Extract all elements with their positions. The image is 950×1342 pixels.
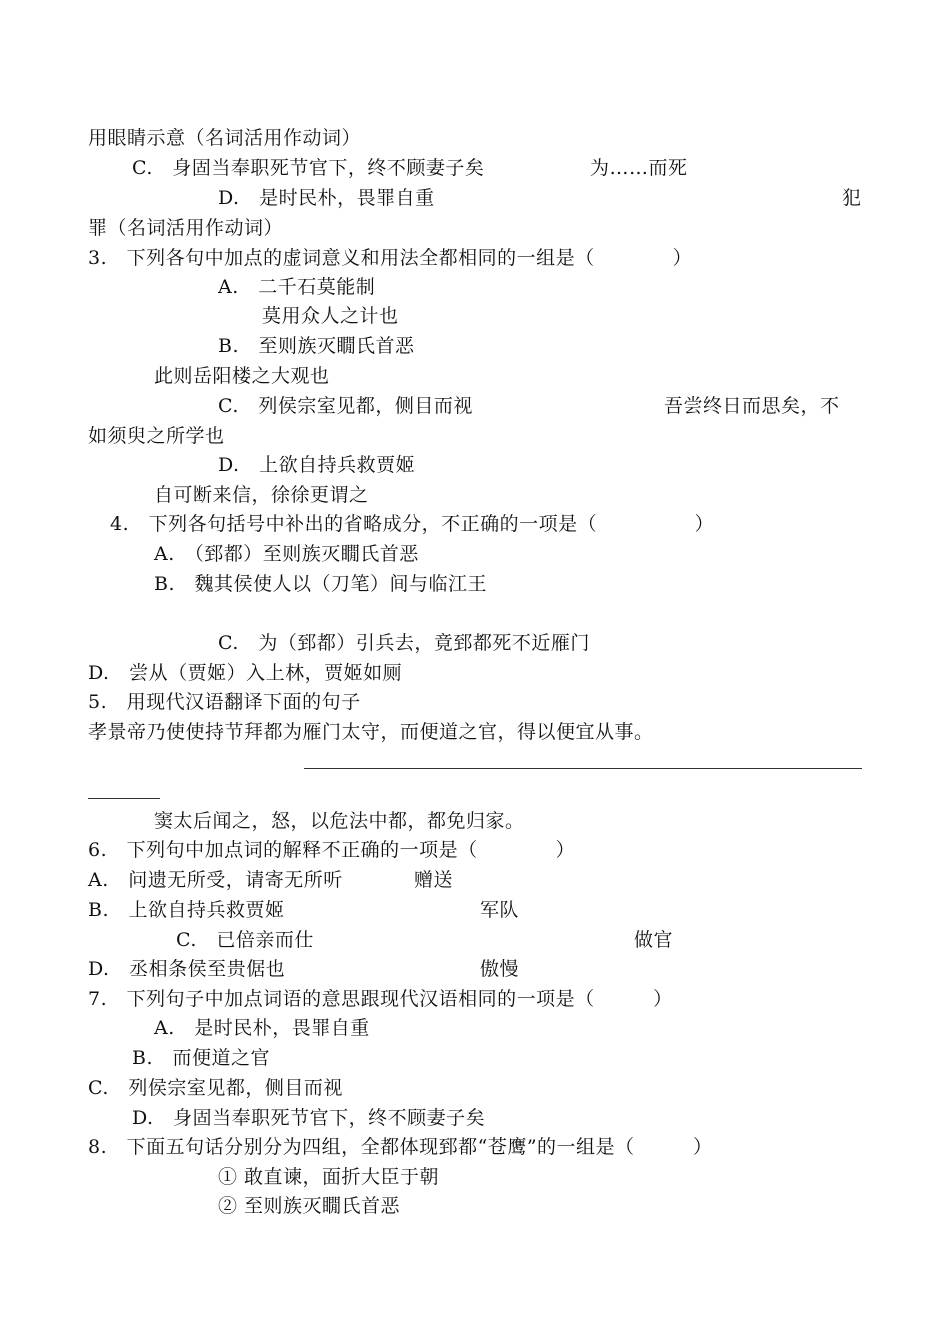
option-a-line: A. （郅都）至则族灭瞯氏首恶	[154, 543, 419, 565]
option-b-line: B. 而便道之官	[132, 1047, 271, 1069]
statement-1: ① 敢直谏，面折大臣于朝	[218, 1166, 440, 1188]
option-c-line: C. 为（郅都）引兵去，竟郅都死不近雁门	[218, 632, 590, 654]
text-line: 自可断来信，徐徐更谓之	[154, 484, 369, 506]
option-c-line: C. 身固当奉职死节官下，终不顾妻子矣	[132, 157, 485, 179]
gloss-text: 犯	[842, 187, 862, 209]
option-b-line: B. 魏其侯使人以（刀笔）间与临江王	[154, 573, 488, 595]
option-c-line: C. 列侯宗室见都，侧目而视	[88, 1077, 343, 1099]
answer-line	[304, 768, 862, 769]
gloss-text: 做官	[634, 929, 674, 951]
option-d-line: D. 身固当奉职死节官下，终不顾妻子矣	[132, 1107, 486, 1129]
text-line: 如须臾之所学也	[88, 425, 225, 447]
text-line: 用眼睛示意（名词活用作动词）	[88, 127, 362, 149]
option-c-line: C. 已倍亲而仕	[176, 929, 314, 951]
question-4: 4. 下列各句括号中补出的省略成分，不正确的一项是（ ）	[110, 513, 715, 535]
option-a-line: A. 是时民朴，畏罪自重	[154, 1017, 370, 1039]
option-b-line: B. 至则族灭瞯氏首恶	[218, 335, 415, 357]
question-6: 6. 下列句中加点词的解释不正确的一项是（ ）	[88, 839, 576, 861]
option-b-line: B. 上欲自持兵救贾姬	[88, 899, 285, 921]
text-line: 此则岳阳楼之大观也	[154, 365, 330, 387]
sentence-to-translate: 孝景帝乃使使持节拜都为雁门太守，而便道之官，得以便宜从事。	[88, 721, 654, 743]
text-line: 莫用众人之计也	[262, 305, 399, 327]
sentence-to-translate: 窦太后闻之，怒，以危法中都，都免归家。	[154, 810, 525, 832]
option-d-line: D. 丞相条侯至贵倨也	[88, 958, 286, 980]
answer-line	[88, 798, 160, 799]
question-8: 8. 下面五句话分别分为四组，全都体现郅都“苍鹰”的一组是（ ）	[88, 1136, 713, 1158]
option-d-line: D. 上欲自持兵救贾姬	[218, 454, 416, 476]
option-c-line: C. 列侯宗室见都，侧目而视	[218, 395, 473, 417]
text-line: 吾尝终日而思矣，不	[664, 395, 840, 417]
option-a-line: A. 问遗无所受，请寄无所听	[88, 869, 343, 891]
option-d-line: D. 尝从（贾姬）入上林，贾姬如厕	[88, 662, 403, 684]
gloss-text: 傲慢	[480, 958, 520, 980]
question-5: 5. 用现代汉语翻译下面的句子	[88, 691, 361, 713]
option-a-line: A. 二千石莫能制	[218, 276, 376, 298]
question-7: 7. 下列句子中加点词语的意思跟现代汉语相同的一项是（ ）	[88, 988, 673, 1010]
gloss-text: 赠送	[414, 869, 454, 891]
option-d-line: D. 是时民朴，畏罪自重	[218, 187, 435, 209]
statement-2: ② 至则族灭瞯氏首恶	[218, 1195, 401, 1217]
question-3: 3. 下列各句中加点的虚词意义和用法全都相同的一组是（ ）	[88, 247, 693, 269]
gloss-text: 为……而死	[590, 157, 688, 179]
gloss-text: 军队	[480, 899, 520, 921]
text-line: 罪（名词活用作动词）	[88, 217, 284, 239]
